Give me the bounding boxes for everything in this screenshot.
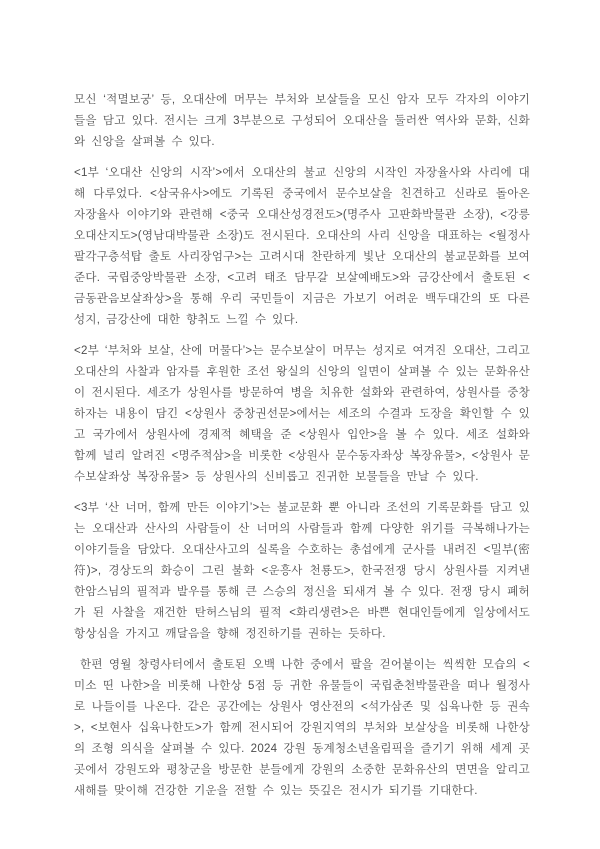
paragraph-closing: 한편 영월 창령사터에서 출토된 오백 나한 중에서 팔을 걷어붙이는 씩씩한 모습의 <미소 띤 나한>을 비롯해 나한상 5점 등 귀한 유물들이 국립춘천박물관을 떠나 월정사로 나들이를 나온다. 같은 공간에는 상원사 영산전의 <석가삼존 및 십육나한 등 권속>, <보현사 십육나한도>가 함께 전시되어 강원지역의 부처와 보살상을 비롯해 나한상의 조형 의식을 살펴볼 수 있다. 2024 강원 동계청소년올림픽을 즐기기 위해 세계 곳곳에서 강원도와 평창군을 방문한 분들에게 강원의 소중한 문화유산의 면면을 알리고 새해를 맞이해 건강한 기운을 전할 수 있는 뜻깊은 전시가 되기를 기대한다. [74,659,530,797]
paragraph-part1: <1부 ‘오대산 신앙의 시작’>에서 오대산의 불교 신앙의 시작인 자장율사와 사리에 대해 다루었다. <삼국유사>에도 기록된 중국에서 문수보살을 친견하고 신라로 돌아온 자장율사 이야기와 관련해 <중국 오대산성경전도>(명주사 고판화박물관 소장), <강릉 오대산지도>(영남대박물관 소장)도 전시된다. 오대산의 사리 신앙을 대표하는 <월정사 팔각구층석탑 출토 사리장엄구>는 고려시대 찬란하게 빛난 오대산의 불교문화를 보여준다. 국립중앙박물관 소장, <고려 태조 담무갈 보살예배도>와 금강산에서 출토된 <금동관음보살좌상>을 통해 우리 국민들이 지금은 가보기 어려운 백두대간의 또 다른 성지, 금강산에 대한 향취도 느낄 수 있다. [74,167,530,326]
paragraph-intro: 모신 ‘적멸보궁’ 등, 오대산에 머무는 부처와 보살들을 모신 암자 모두 각자의 이야기들을 담고 있다. 전시는 크게 3부분으로 구성되어 오대산을 둘러싼 역사와 문화, 신화와 신앙을 살펴볼 수 있다. [74,94,530,148]
paragraph-part3: <3부 ‘산 너머, 함께 만든 이야기’>는 불교문화 뿐 아니라 조선의 기록문화를 담고 있는 오대산과 산사의 사람들이 산 너머의 사람들과 함께 다양한 위기를 극복해나가는 이야기들을 담았다. 오대산사고의 실록을 수호하는 총섭에게 군사를 내려진 <밀부(密符)>, 경상도의 화승이 그린 불화 <운흥사 천룡도>, 한국전쟁 당시 상원사를 지켜낸 한암스님의 필적과 발우를 통해 큰 스승의 정신을 되새겨 볼 수 있다. 전쟁 당시 폐허가 된 사찰을 재건한 탄허스님의 필적 <화리생련>은 바쁜 현대인들에게 일상에서도 항상심을 가지고 깨달음을 향해 정진하기를 권하는 듯하다. [74,502,530,640]
paragraph-part2: <2부 ‘부처와 보살, 산에 머물다’>는 문수보살이 머무는 성지로 여겨진 오대산, 그리고 오대산의 사찰과 암자를 후원한 조선 왕실의 신앙의 일면이 살펴볼 수 있는 문화유산이 전시된다. 세조가 상원사를 방문하여 병을 치유한 설화와 관련하여, 상원사를 중창하자는 내용이 담긴 <상원사 중창권선문>에서는 세조의 수결과 도장을 확인할 수 있고 국가에서 상원사에 경제적 혜택을 준 <상원사 입안>을 볼 수 있다. 세조 설화와 함께 널리 알려진 <명주적삼>을 비롯한 <상원사 문수동자좌상 복장유물>, <상원사 문수보살좌상 복장유물> 등 상원사의 신비롭고 진귀한 보물들을 만날 수 있다. [74,345,531,483]
